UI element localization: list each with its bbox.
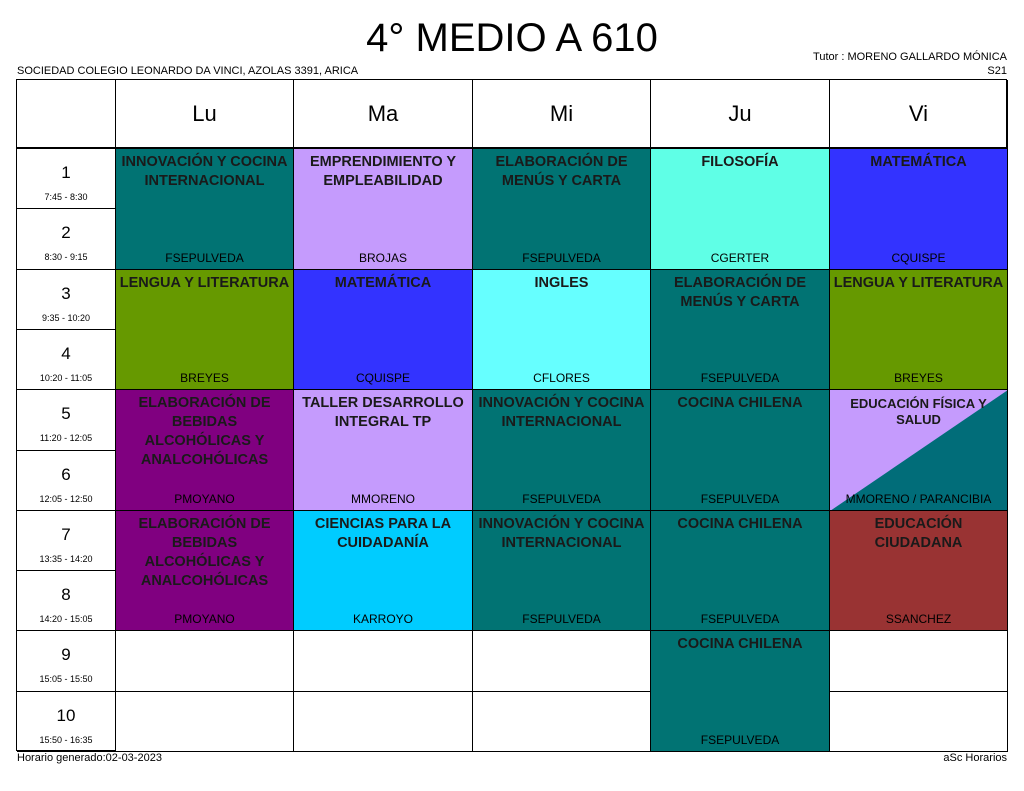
lesson-subject: MATEMÁTICA [870, 154, 967, 170]
lesson-subject: LENGUA Y LITERATURA [833, 275, 1004, 291]
lesson-card[interactable] [830, 511, 1008, 631]
period-cell [17, 390, 116, 451]
period-time: 10:20 - 11:05 [39, 373, 93, 383]
lesson-card[interactable] [116, 390, 294, 511]
lesson-subject: INNOVACIÓN Y COCINA INTERNACIONAL [478, 516, 645, 551]
lesson-subject: EDUCACIÓN CIUDADANA [874, 516, 963, 551]
lesson-card[interactable] [651, 631, 830, 752]
lesson-teacher: MMORENO [351, 492, 415, 506]
lesson-subject: ELABORACIÓN DE MENÚS Y CARTA [673, 275, 807, 310]
lesson-subject: ELABORACIÓN DE BEBIDAS ALCOHÓLICAS Y ANALCOHÓLICAS [138, 516, 271, 589]
day-header [294, 80, 473, 149]
lesson-teacher: BREYES [894, 371, 943, 385]
lesson-subject: INNOVACIÓN Y COCINA INTERNACIONAL [121, 154, 288, 189]
corner-cell [17, 80, 116, 149]
period-cell [17, 571, 116, 631]
lesson-subject: INNOVACIÓN Y COCINA INTERNACIONAL [478, 395, 645, 430]
lesson-teacher: FSEPULVEDA [700, 371, 780, 385]
lesson-card[interactable] [651, 511, 830, 631]
period-number: 10 [56, 706, 76, 725]
lesson-teacher: CGERTER [710, 251, 770, 265]
period-cell [17, 330, 116, 390]
lesson-teacher: FSEPULVEDA [165, 251, 244, 265]
lesson-teacher: CQUISPE [891, 251, 946, 265]
lesson-teacher: FSEPULVEDA [522, 492, 601, 506]
room-code: S21 [987, 65, 1007, 77]
generated-date: Horario generado:02-03-2023 [17, 752, 162, 764]
lesson-card[interactable] [473, 270, 651, 390]
period-number: 2 [61, 223, 71, 242]
day-header [473, 80, 651, 149]
lesson-subject: FILOSOFÍA [701, 154, 779, 170]
period-time: 15:05 - 15:50 [39, 674, 93, 684]
lesson-teacher: PMOYANO [174, 492, 235, 506]
lesson-card[interactable] [116, 149, 294, 270]
lesson-teacher: FSEPULVEDA [700, 733, 780, 747]
period-number: 3 [61, 284, 71, 303]
day-header [116, 80, 294, 149]
lesson-subject: ELABORACIÓN DE MENÚS Y CARTA [495, 154, 628, 189]
lesson-teacher: BROJAS [358, 251, 407, 265]
period-number: 9 [61, 645, 71, 664]
lesson-card[interactable] [473, 511, 651, 631]
page-title: 4° MEDIO A 610 [366, 16, 658, 60]
empty-slot[interactable] [116, 631, 294, 692]
lesson-teacher: KARROYO [352, 612, 413, 626]
lesson-card[interactable] [294, 270, 473, 390]
lesson-teacher: MMORENO / PARANCIBIA [845, 492, 992, 506]
lesson-card[interactable] [116, 270, 294, 390]
lesson-subject: CIENCIAS PARA LA CUIDADANÍA [314, 516, 452, 551]
lesson-subject: ELABORACIÓN DE BEBIDAS ALCOHÓLICAS Y ANALCOHÓLICAS [138, 395, 271, 468]
period-cell [17, 631, 116, 692]
period-time: 9:35 - 10:20 [41, 313, 91, 323]
lesson-card[interactable] [651, 270, 830, 390]
lesson-card[interactable] [116, 511, 294, 631]
lesson-card[interactable] [651, 149, 830, 270]
lesson-card[interactable] [830, 270, 1008, 390]
period-cell [17, 451, 116, 511]
empty-slot[interactable] [294, 631, 473, 692]
school-name: SOCIEDAD COLEGIO LEONARDO DA VINCI, AZOLAS 3391, ARICA [17, 65, 359, 77]
period-time: 13:35 - 14:20 [39, 554, 93, 564]
period-time: 12:05 - 12:50 [39, 494, 93, 504]
period-cell [17, 209, 116, 270]
lesson-subject: LENGUA Y LITERATURA [119, 275, 290, 291]
period-number: 1 [61, 163, 71, 182]
day-label: Ma [367, 100, 399, 126]
lesson-card[interactable] [294, 511, 473, 631]
period-time: 11:20 - 12:05 [39, 433, 93, 443]
empty-slot[interactable] [473, 692, 651, 752]
day-label: Vi [908, 100, 929, 126]
timetable-grid [16, 79, 1007, 751]
tutor-label: Tutor : MORENO GALLARDO MÓNICA [813, 51, 1007, 63]
lesson-teacher: CQUISPE [355, 371, 410, 385]
lesson-card[interactable] [473, 149, 651, 270]
period-time: 15:50 - 16:35 [39, 735, 93, 745]
lesson-teacher: FSEPULVEDA [522, 251, 601, 265]
empty-slot[interactable] [294, 692, 473, 752]
period-number: 6 [61, 465, 71, 484]
lesson-subject: COCINA CHILENA [677, 636, 803, 652]
period-time: 8:30 - 9:15 [44, 252, 88, 262]
lesson-subject: COCINA CHILENA [677, 516, 803, 532]
lesson-teacher: FSEPULVEDA [700, 492, 780, 506]
period-number: 8 [61, 585, 71, 604]
period-number: 5 [61, 404, 71, 423]
period-time: 7:45 - 8:30 [44, 192, 88, 202]
period-cell [17, 149, 116, 209]
lesson-teacher: PMOYANO [174, 612, 235, 626]
period-cell [17, 511, 116, 571]
lesson-card[interactable] [473, 390, 651, 511]
day-header [830, 80, 1008, 149]
lesson-teacher: BREYES [180, 371, 229, 385]
lesson-card[interactable] [830, 149, 1008, 270]
generator-brand: aSc Horarios [943, 752, 1007, 764]
lesson-subject: TALLER DESARROLLO INTEGRAL TP [302, 395, 464, 430]
empty-slot[interactable] [116, 692, 294, 752]
lesson-subject: COCINA CHILENA [677, 395, 803, 411]
empty-slot[interactable] [473, 631, 651, 692]
lesson-teacher: CFLORES [533, 371, 590, 385]
lesson-card[interactable] [830, 390, 1008, 511]
lesson-card[interactable] [294, 149, 473, 270]
lesson-card[interactable] [651, 390, 830, 511]
lesson-teacher: FSEPULVEDA [522, 612, 601, 626]
period-time: 14:20 - 15:05 [39, 614, 93, 624]
period-number: 4 [61, 344, 71, 363]
lesson-teacher: SSANCHEZ [885, 612, 952, 626]
lesson-card[interactable] [294, 390, 473, 511]
day-label: Ju [728, 100, 752, 126]
empty-slot[interactable] [830, 692, 1008, 752]
lesson-subject: MATEMÁTICA [334, 275, 432, 291]
period-cell [17, 270, 116, 330]
lesson-subject: INGLES [534, 275, 589, 291]
period-number: 7 [61, 525, 71, 544]
empty-slot[interactable] [830, 631, 1008, 692]
day-header [651, 80, 830, 149]
day-label: Mi [549, 100, 574, 126]
period-cell [17, 692, 116, 752]
lesson-teacher: FSEPULVEDA [700, 612, 780, 626]
day-label: Lu [192, 100, 217, 126]
lesson-subject: EDUCACIÓN FÍSICA Y SALUD [850, 396, 987, 427]
lesson-subject: EMPRENDIMIENTO Y EMPLEABILIDAD [309, 154, 457, 189]
